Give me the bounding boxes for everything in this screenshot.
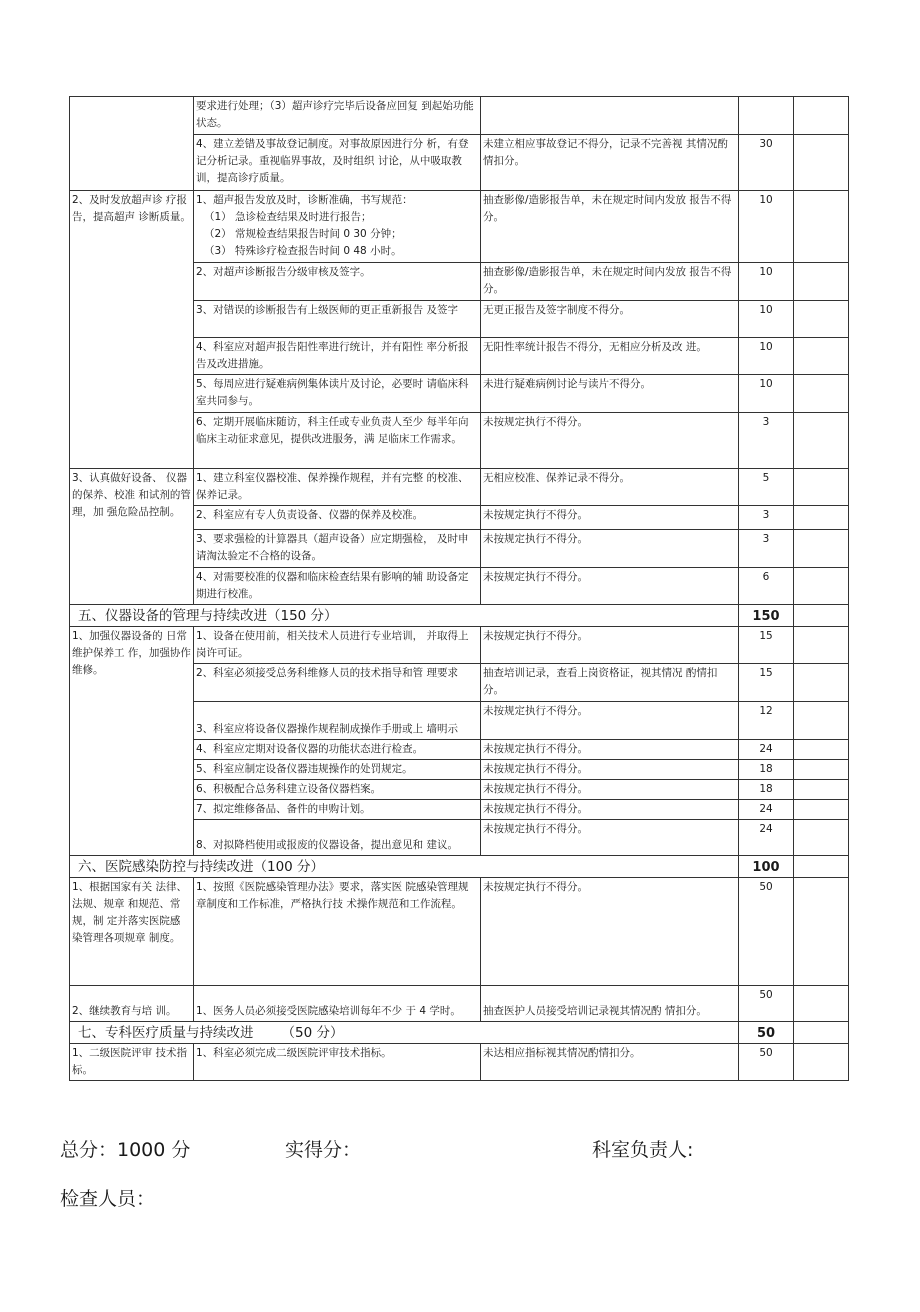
- category-cell: 1、根据国家有关 法律、法规、规章 和规范、常规，制 定并落实医院感 染管理各项规章 制度。: [70, 878, 194, 986]
- actual-score-cell[interactable]: [794, 780, 849, 800]
- item-cell: 3、对错误的诊断报告有上级医师的更正重新报告 及签字: [194, 301, 481, 338]
- score-cell: 24: [739, 800, 794, 820]
- item-cell: 2、对超声诊断报告分级审核及签字。: [194, 263, 481, 301]
- score-cell: 3: [739, 506, 794, 530]
- actual-score-cell[interactable]: [794, 627, 849, 664]
- table-row: [70, 986, 849, 1022]
- item-cell: 1、医务人员必须接受医院感染培训每年不少 于 4 学时。: [194, 986, 481, 1022]
- item-cell: 5、每周应进行疑难病例集体读片及讨论，必要时 请临床科室共同参与。: [194, 375, 481, 413]
- item-cell: 1、设备在使用前，相关技术人员进行专业培训， 并取得上岗许可证。: [194, 627, 481, 664]
- section-title: 五、仪器设备的管理与持续改进（150 分）: [70, 605, 739, 627]
- item-cell: 8、对拟降档使用或报废的仪器设备，提出意见和 建议。: [194, 820, 481, 856]
- actual-score-cell[interactable]: [794, 568, 849, 605]
- check-cell: 无阳性率统计报告不得分，无相应分析及改 进。: [481, 338, 739, 375]
- table-row: [70, 878, 849, 986]
- actual-score-cell[interactable]: [794, 878, 849, 986]
- check-cell: 未按规定执行不得分。: [481, 820, 739, 856]
- section-title-text: 七、专科医疗质量与持续改进: [78, 1025, 254, 1041]
- check-cell: 未按规定执行不得分。: [481, 506, 739, 530]
- actual-score-cell[interactable]: [794, 1022, 849, 1044]
- actual-score-cell[interactable]: [794, 191, 849, 263]
- item-cell: [194, 191, 481, 263]
- score-cell: [739, 97, 794, 135]
- score-cell: 30: [739, 135, 794, 191]
- actual-score-cell[interactable]: [794, 605, 849, 627]
- section-header-row: [70, 856, 849, 878]
- check-cell: 抽查培训记录，查看上岗资格证，视其情况 酌情扣分。: [481, 664, 739, 702]
- score-cell: 50: [739, 1044, 794, 1081]
- check-cell: 未按规定执行不得分。: [481, 800, 739, 820]
- score-cell: 5: [739, 469, 794, 506]
- total-score-label: 总分：1000 分: [60, 1139, 191, 1161]
- actual-score-cell[interactable]: [794, 664, 849, 702]
- department-head-label: 科室负责人:: [592, 1139, 694, 1161]
- category-cell: 2、及时发放超声诊 疗报告，提高超声 诊断质量。: [70, 191, 194, 469]
- check-cell: 未达相应指标视其情况酌情扣分。: [481, 1044, 739, 1081]
- actual-score-cell[interactable]: [794, 740, 849, 760]
- actual-score-cell[interactable]: [794, 1044, 849, 1081]
- check-cell: 未按规定执行不得分。: [481, 530, 739, 568]
- section-header-row: [70, 1022, 849, 1044]
- check-cell: 未按规定执行不得分。: [481, 568, 739, 605]
- actual-score-cell[interactable]: [794, 986, 849, 1022]
- item-cell: 2、科室必须接受总务科维修人员的技术指导和管 理要求: [194, 664, 481, 702]
- item-cell: 2、科室应有专人负责设备、仪器的保养及校准。: [194, 506, 481, 530]
- item-cell: 4、对需要校准的仪器和临床检查结果有影响的辅 助设备定期进行校准。: [194, 568, 481, 605]
- check-cell: 未按规定执行不得分。: [481, 702, 739, 740]
- check-cell: 未按规定执行不得分。: [481, 878, 739, 986]
- actual-score-cell[interactable]: [794, 856, 849, 878]
- check-cell: 未按规定执行不得分。: [481, 413, 739, 469]
- table-row: [70, 191, 849, 263]
- actual-score-cell[interactable]: [794, 338, 849, 375]
- score-cell: 15: [739, 627, 794, 664]
- check-cell: 未按规定执行不得分。: [481, 740, 739, 760]
- item-subline: （3） 特殊诊疗检查报告时间 0 48 小时。: [204, 245, 402, 257]
- score-cell: 50: [739, 878, 794, 986]
- actual-score-cell[interactable]: [794, 820, 849, 856]
- actual-score-cell[interactable]: [794, 97, 849, 135]
- score-cell: 10: [739, 338, 794, 375]
- section-title: 六、医院感染防控与持续改进（100 分）: [70, 856, 739, 878]
- check-cell: 未按规定执行不得分。: [481, 780, 739, 800]
- item-cell: 7、拟定维修备品、备件的申购计划。: [194, 800, 481, 820]
- check-cell: 抽查影像/造影报告单，未在规定时间内发放 报告不得分。: [481, 263, 739, 301]
- table-row: [70, 627, 849, 664]
- item-cell: 1、科室必须完成二级医院评审技术指标。: [194, 1044, 481, 1081]
- item-cell: 3、要求强检的计算器具（超声设备）应定期强检， 及时申请淘汰验定不合格的设备。: [194, 530, 481, 568]
- item-cell: 6、积极配合总务科建立设备仪器档案。: [194, 780, 481, 800]
- score-cell: 10: [739, 375, 794, 413]
- actual-score-cell[interactable]: [794, 469, 849, 506]
- table-row: [70, 1044, 849, 1081]
- check-cell: 未按规定执行不得分。: [481, 760, 739, 780]
- score-cell: 3: [739, 413, 794, 469]
- item-cell: 1、按照《医院感染管理办法》要求，落实医 院感染管理规章制度和工作标准，严格执行技 术操作规范和工作流程。: [194, 878, 481, 986]
- section-score: 50: [739, 1022, 794, 1044]
- table-row: [70, 97, 849, 135]
- check-cell: 未建立相应事故登记不得分，记录不完善视 其情况酌情扣分。: [481, 135, 739, 191]
- category-cell: 1、二级医院评审 技术指标。: [70, 1044, 194, 1081]
- section-score: 100: [739, 856, 794, 878]
- item-cell: 5、科室应制定设备仪器违规操作的处罚规定。: [194, 760, 481, 780]
- score-cell: 3: [739, 530, 794, 568]
- check-cell: 无更正报告及签字制度不得分。: [481, 301, 739, 338]
- check-cell: 抽查医护人员接受培训记录视其情况酌 情扣分。: [481, 986, 739, 1022]
- score-cell: 24: [739, 740, 794, 760]
- check-cell: 抽查影像/造影报告单，未在规定时间内发放 报告不得分。: [481, 191, 739, 263]
- check-cell: [481, 97, 739, 135]
- actual-score-cell[interactable]: [794, 530, 849, 568]
- score-cell: 15: [739, 664, 794, 702]
- item-cell: 3、科室应将设备仪器操作规程制成操作手册或上 墙明示: [194, 702, 481, 740]
- score-cell: 10: [739, 301, 794, 338]
- table-row: [70, 469, 849, 506]
- item-cell: 4、建立差错及事故登记制度。对事故原因进行分 析，有登记分析记录。重视临界事故，及时组织 讨论，从中吸取教训，提高诊疗质量。: [194, 135, 481, 191]
- item-cell: 1、建立科室仪器校准、保养操作规程，并有完整 的校准、保养记录。: [194, 469, 481, 506]
- score-cell: 18: [739, 760, 794, 780]
- item-cell: 4、科室应定期对设备仪器的功能状态进行检查。: [194, 740, 481, 760]
- section-title: [70, 1022, 739, 1044]
- inspector-label: 检查人员：: [60, 1188, 156, 1210]
- evaluation-table: [69, 96, 849, 1081]
- actual-score-cell[interactable]: [794, 800, 849, 820]
- category-cell: 3、认真做好设备、 仪器的保养、校准 和试剂的管理，加 强危险品控制。: [70, 469, 194, 605]
- section-header-row: [70, 605, 849, 627]
- check-cell: 无相应校准、保养记录不得分。: [481, 469, 739, 506]
- item-cell: 6、定期开展临床随访，科主任或专业负责人至少 每半年向临床主动征求意见，提供改进服务，满 足临床工作需求。: [194, 413, 481, 469]
- actual-score-cell[interactable]: [794, 375, 849, 413]
- item-cell: 要求进行处理；（3）超声诊疗完毕后设备应回复 到起始功能状态。: [194, 97, 481, 135]
- section-score: 150: [739, 605, 794, 627]
- actual-score-cell[interactable]: [794, 506, 849, 530]
- actual-score-cell[interactable]: [794, 301, 849, 338]
- item-subline: （2） 常规检查结果报告时间 0 30 分钟；: [204, 228, 402, 240]
- score-cell: 10: [739, 191, 794, 263]
- score-cell: 10: [739, 263, 794, 301]
- check-cell: 未进行疑难病例讨论与读片不得分。: [481, 375, 739, 413]
- score-cell: 12: [739, 702, 794, 740]
- actual-score-cell[interactable]: [794, 413, 849, 469]
- score-cell: 24: [739, 820, 794, 856]
- score-cell: 6: [739, 568, 794, 605]
- actual-score-cell[interactable]: [794, 760, 849, 780]
- item-cell: 4、科室应对超声报告阳性率进行统计，并有阳性 率分析报告及改进措施。: [194, 338, 481, 375]
- category-cell: 2、继续教育与培 训。: [70, 986, 194, 1022]
- actual-score-cell[interactable]: [794, 135, 849, 191]
- category-cell: 1、加强仪器设备的 日常维护保养工 作，加强协作维修。: [70, 627, 194, 856]
- actual-score-cell[interactable]: [794, 263, 849, 301]
- score-cell: 50: [739, 986, 794, 1022]
- actual-score-cell[interactable]: [794, 702, 849, 740]
- item-subline: （1） 急诊检查结果及时进行报告；: [204, 211, 372, 223]
- check-cell: 未按规定执行不得分。: [481, 627, 739, 664]
- section-points: （50 分）: [281, 1025, 344, 1041]
- score-cell: 18: [739, 780, 794, 800]
- actual-score-label: 实得分：: [285, 1139, 362, 1161]
- category-cell: [70, 97, 194, 191]
- item-title: 1、超声报告发放及时，诊断准确，书写规范：: [196, 194, 413, 206]
